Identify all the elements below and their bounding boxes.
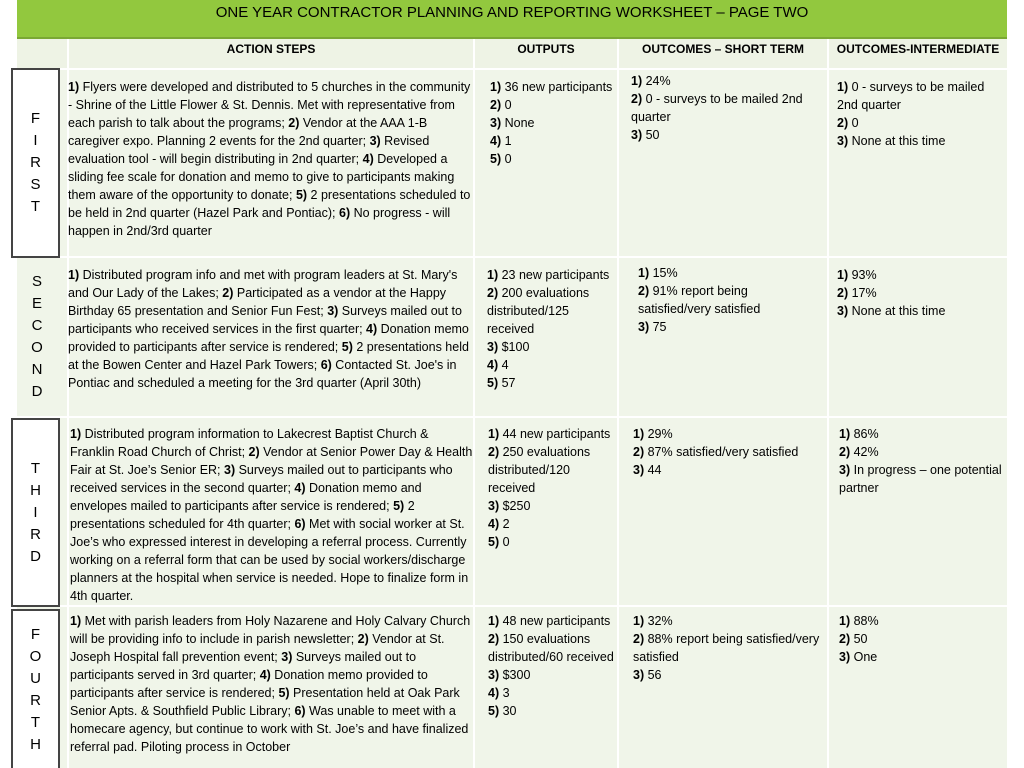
row-label-third: T H I R D: [11, 418, 60, 607]
header-outcomes-intermediate: OUTCOMES-INTERMEDIATE: [829, 39, 1007, 68]
outcomes-short-third: 1) 29% 2) 87% satisfied/very satisfied 3) 44: [633, 427, 799, 477]
row-divider: [17, 605, 1007, 607]
outputs-first: 1) 36 new participants 2) 0 3) None 4) 1 5) 0: [490, 80, 613, 166]
outputs-second: 1) 23 new participants 2) 200 evaluations distributed/125 received 3) $100 4) 4 5) 57: [487, 268, 610, 390]
row-divider: [17, 416, 1007, 418]
row-label-first: F I R S T: [11, 68, 60, 258]
action-steps-fourth: 1) Met with parish leaders from Holy Nazarene and Holy Calvary Church will be providing info to include in parish newsletter; 2) Vendor at St. Joseph Hospital fall prevention event; 3) Surveys mailed out to participants served in 3rd quarter; 4) Donation memo provided to participants after service is rendered; 5) Presentation held at Oak Park Senior Apts. & Southfield Public Library; 6) Was unable to meet with a homecare agency, but continue to work with St. Joe’s and have finalized referral pad. Piloting process in October: [70, 614, 471, 754]
outcomes-short-first: 1) 24% 2) 0 - surveys to be mailed 2nd quarter 3) 50: [631, 74, 803, 142]
row-divider: [17, 256, 1007, 258]
outputs-fourth: 1) 48 new participants 2) 150 evaluations distributed/60 received 3) $300 4) 3 5) 30: [488, 614, 614, 718]
outcomes-intermediate-first: 1) 0 - surveys to be mailed 2nd quarter 2) 0 3) None at this time: [837, 80, 985, 148]
outcomes-short-fourth: 1) 32% 2) 88% report being satisfied/very satisfied 3) 56: [633, 614, 820, 682]
outcomes-short-second: 1) 15% 2) 91% report being satisfied/very satisfied 3) 75: [638, 266, 761, 334]
outcomes-intermediate-third: 1) 86% 2) 42% 3) In progress – one potential partner: [839, 427, 1002, 495]
header-outcomes-short-term: OUTCOMES – SHORT TERM: [619, 39, 829, 68]
outcomes-intermediate-second: 1) 93% 2) 17% 3) None at this time: [837, 268, 946, 318]
outcomes-intermediate-fourth: 1) 88% 2) 50 3) One: [839, 614, 879, 664]
header-blank: [17, 39, 69, 68]
header-action-steps: ACTION STEPS: [69, 39, 475, 68]
action-steps-first: 1) Flyers were developed and distributed to 5 churches in the community - Shrine of the Little Flower & St. Dennis. Met with representative from each parish to talk about the programs; 2) Vendor at the AAA 1-B caregiver expo. Planning 2 events for the 2nd quarter; 3) Revised evaluation tool - will begin distributing in 2nd quarter; 4) Developed a sliding fee scale for donation and memo to give to participants making them aware of the opportunity to donate; 5) 2 presentations scheduled to be held in 2nd quarter (Hazel Park and Pontiac); 6) No progress - will happen in 2nd/3rd quarter: [68, 80, 471, 238]
worksheet-title-banner: [17, 0, 1007, 39]
row-label-second: S E C O N D: [31, 273, 43, 400]
action-steps-second: 1) Distributed program info and met with program leaders at St. Mary's and Our Lady of the Lakes; 2) Participated as a vendor at the Happy Birthday 65 presentation and Senior Fun Fest; 3) Surveys mailed out to participants who received services in the first quarter; 4) Donation memo provided to participants after service is rendered; 5) 2 presentations held at the Bowen Center and Hazel Park Towers; 6) Contacted St. Joe's in Pontiac and scheduled a meeting for the 3rd quarter (April 30th): [68, 268, 469, 390]
row-label-fourth: F O U R T H: [11, 609, 60, 768]
action-steps-third: 1) Distributed program information to Lakecrest Baptist Church & Franklin Road Church of Christ; 2) Vendor at Senior Power Day & Health Fair at St. Joe’s Senior ER; 3) Surveys mailed out to participants who received services in the second quarter; 4) Donation memo and envelopes mailed to participants after service is rendered; 5) 2 presentations scheduled for 4th quarter; 6) Met with social worker at St. Joe’s who expressed interest in developing a referral process. Currently working on a referral form that can be used by social workers/discharge planners at the hospital when service is needed. Hope to finalize form in 4th quarter.: [70, 427, 473, 603]
outputs-third: 1) 44 new participants 2) 250 evaluations distributed/120 received 3) $250 4) 2 5) 0: [488, 427, 611, 549]
header-outputs: OUTPUTS: [475, 39, 619, 68]
worksheet-title: ONE YEAR CONTRACTOR PLANNING AND REPORTING WORKSHEET – PAGE TWO: [215, 4, 809, 21]
